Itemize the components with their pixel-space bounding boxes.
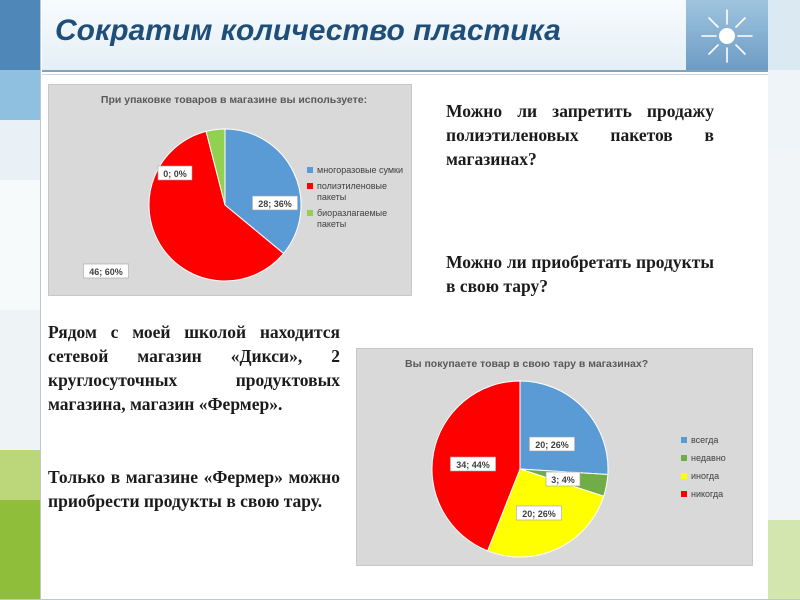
frame-line [40, 0, 41, 600]
slice-data-label [529, 437, 574, 451]
legend-item [681, 453, 751, 464]
legend-item [307, 165, 407, 176]
legend-swatch [307, 183, 313, 189]
packaging-pie-chart [48, 84, 412, 296]
legend-swatch [681, 437, 687, 443]
sun-icon [694, 6, 760, 66]
own-container-pie-chart [356, 348, 753, 566]
right-decorative-band [768, 0, 800, 600]
chart-legend [681, 435, 751, 507]
question-own-container: Можно ли приобретать продукты в свою тару? [446, 252, 714, 296]
legend-label: иногда [691, 471, 720, 481]
svg-text:28; 36%: 28; 36% [258, 199, 292, 209]
chart-title: Вы покупаете товар в свою тару в магазинах? [405, 358, 649, 370]
svg-text:46; 60%: 46; 60% [89, 267, 123, 277]
legend-swatch [307, 210, 313, 216]
legend-item [307, 181, 407, 203]
svg-text:20; 26%: 20; 26% [522, 509, 556, 519]
title-underline [42, 74, 768, 75]
legend-label: всегда [691, 435, 719, 445]
svg-text:34; 44%: 34; 44% [456, 460, 490, 470]
pie-slice-1 [520, 381, 608, 475]
legend-swatch [681, 455, 687, 461]
legend-label: биоразлагаемые пакеты [317, 208, 388, 229]
slice-data-label [516, 506, 561, 520]
legend-label: многоразовые сумки [317, 165, 404, 175]
slice-data-label [158, 166, 192, 180]
question-ban-bags: Можно ли запретить продажу полиэтиленовых пакетов в магазинах? [446, 101, 714, 169]
legend-label: полиэтиленовые пакеты [317, 181, 387, 202]
svg-text:20; 26%: 20; 26% [535, 440, 569, 450]
slice-data-label [546, 472, 580, 486]
chart-title: При упаковке товаров в магазине вы используете: [100, 94, 368, 106]
paragraph-farmer-store: Только в магазине «Фермер» можно приобрести продукты в свою тару. [48, 467, 340, 511]
legend-label: никогда [691, 489, 724, 499]
svg-text:3; 4%: 3; 4% [551, 475, 575, 485]
legend-item [681, 471, 751, 482]
legend-swatch [307, 167, 313, 173]
legend-label: недавно [691, 453, 726, 463]
legend-swatch [681, 491, 687, 497]
left-color-stripe [0, 0, 40, 600]
legend-item [681, 489, 751, 500]
slide-title: Сократим количество пластика [55, 14, 561, 47]
legend-swatch [681, 473, 687, 479]
chart-legend [307, 165, 407, 235]
slice-data-label [252, 196, 297, 210]
legend-item [307, 208, 407, 230]
title-underline [42, 70, 768, 72]
svg-text:0; 0%: 0; 0% [163, 169, 187, 179]
paragraph-nearby-stores: Рядом с моей школой находится сетевой магазин «Дикси», 2 круглосуточных продуктовых магазина, магазин «Фермер». [48, 322, 340, 414]
slice-data-label [83, 264, 128, 278]
slice-data-label [450, 457, 495, 471]
legend-item [681, 435, 751, 446]
